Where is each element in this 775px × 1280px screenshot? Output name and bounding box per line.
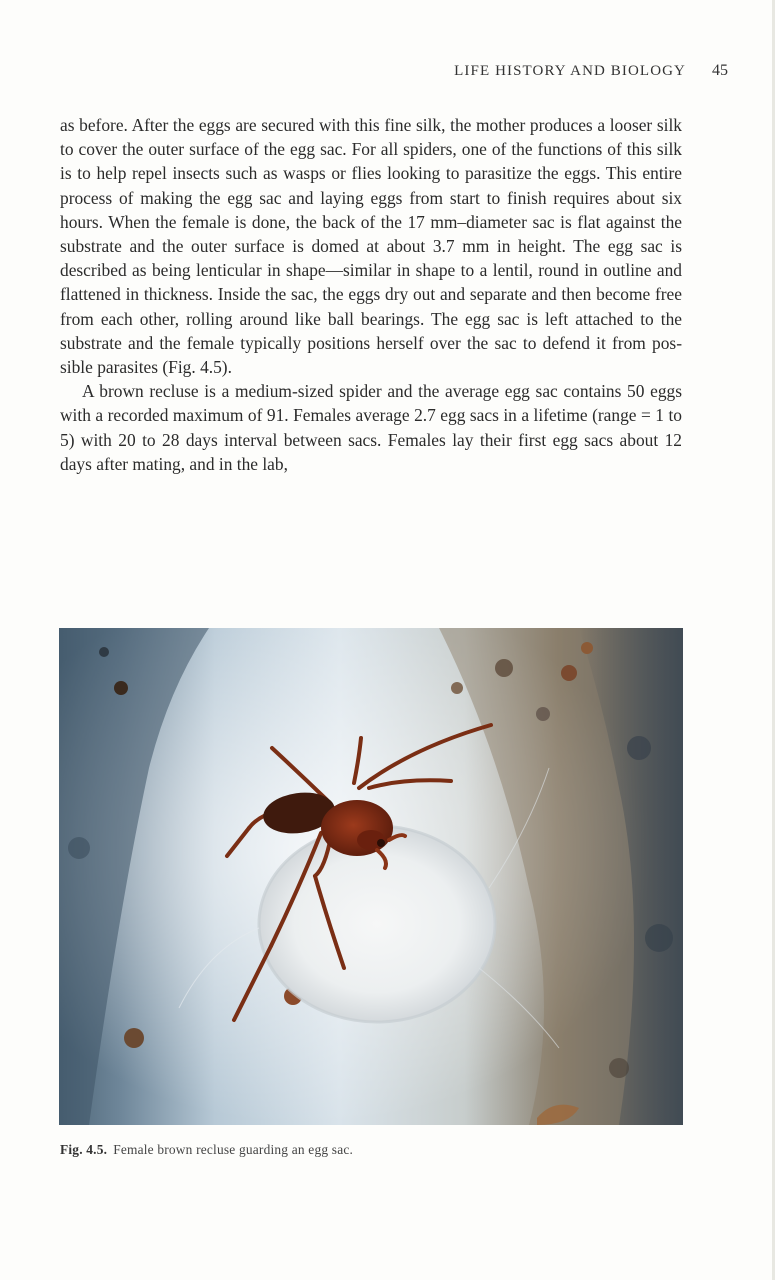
running-title: LIFE HISTORY AND BIOLOGY: [454, 63, 686, 79]
figure-label: Fig. 4.5.: [60, 1142, 108, 1157]
figure-caption: [60, 1142, 680, 1158]
body-text: [60, 113, 682, 476]
caption-text: Female brown recluse guarding an egg sac.: [113, 1142, 354, 1157]
figure-photo: [59, 628, 683, 1125]
paragraph-2: A brown recluse is a medium-sized spider and the average egg sac contains 50 eggs with a recorded maximum of 91. Females average 2.7 egg sacs in a lifetime (range = 1 to 5) with 20 to 28 days interval between sacs. Females lay their first egg sacs about 12 days after mating, and in the lab,: [60, 381, 682, 474]
paragraph-1: as before. After the eggs are secured with this fine silk, the mother produces a looser silk to cover the outer surface of the egg sac. For all spiders, one of the functions of this silk is to help repel insects such as wasps or flies looking to parasitize the eggs. This entire process of making the egg sac and laying eggs from start to finish requires about six hours. When the female is done, the back of the 17 mm–diameter sac is flat against the substrate and the outer surface is domed at about 3.7 mm in height. The egg sac is described as being lenticular in shape—similar in shape to a lentil, round in outline and flattened in thickness. Inside the sac, the eggs dry out and separate and then become free from each other, rolling around like ball bearings. The egg sac is left attached to the substrate and the female typically positions herself over the sac to defend it from possible parasites (Fig. 4.5).: [60, 115, 682, 378]
running-head: [0, 62, 728, 80]
page-number: 45: [712, 62, 728, 79]
